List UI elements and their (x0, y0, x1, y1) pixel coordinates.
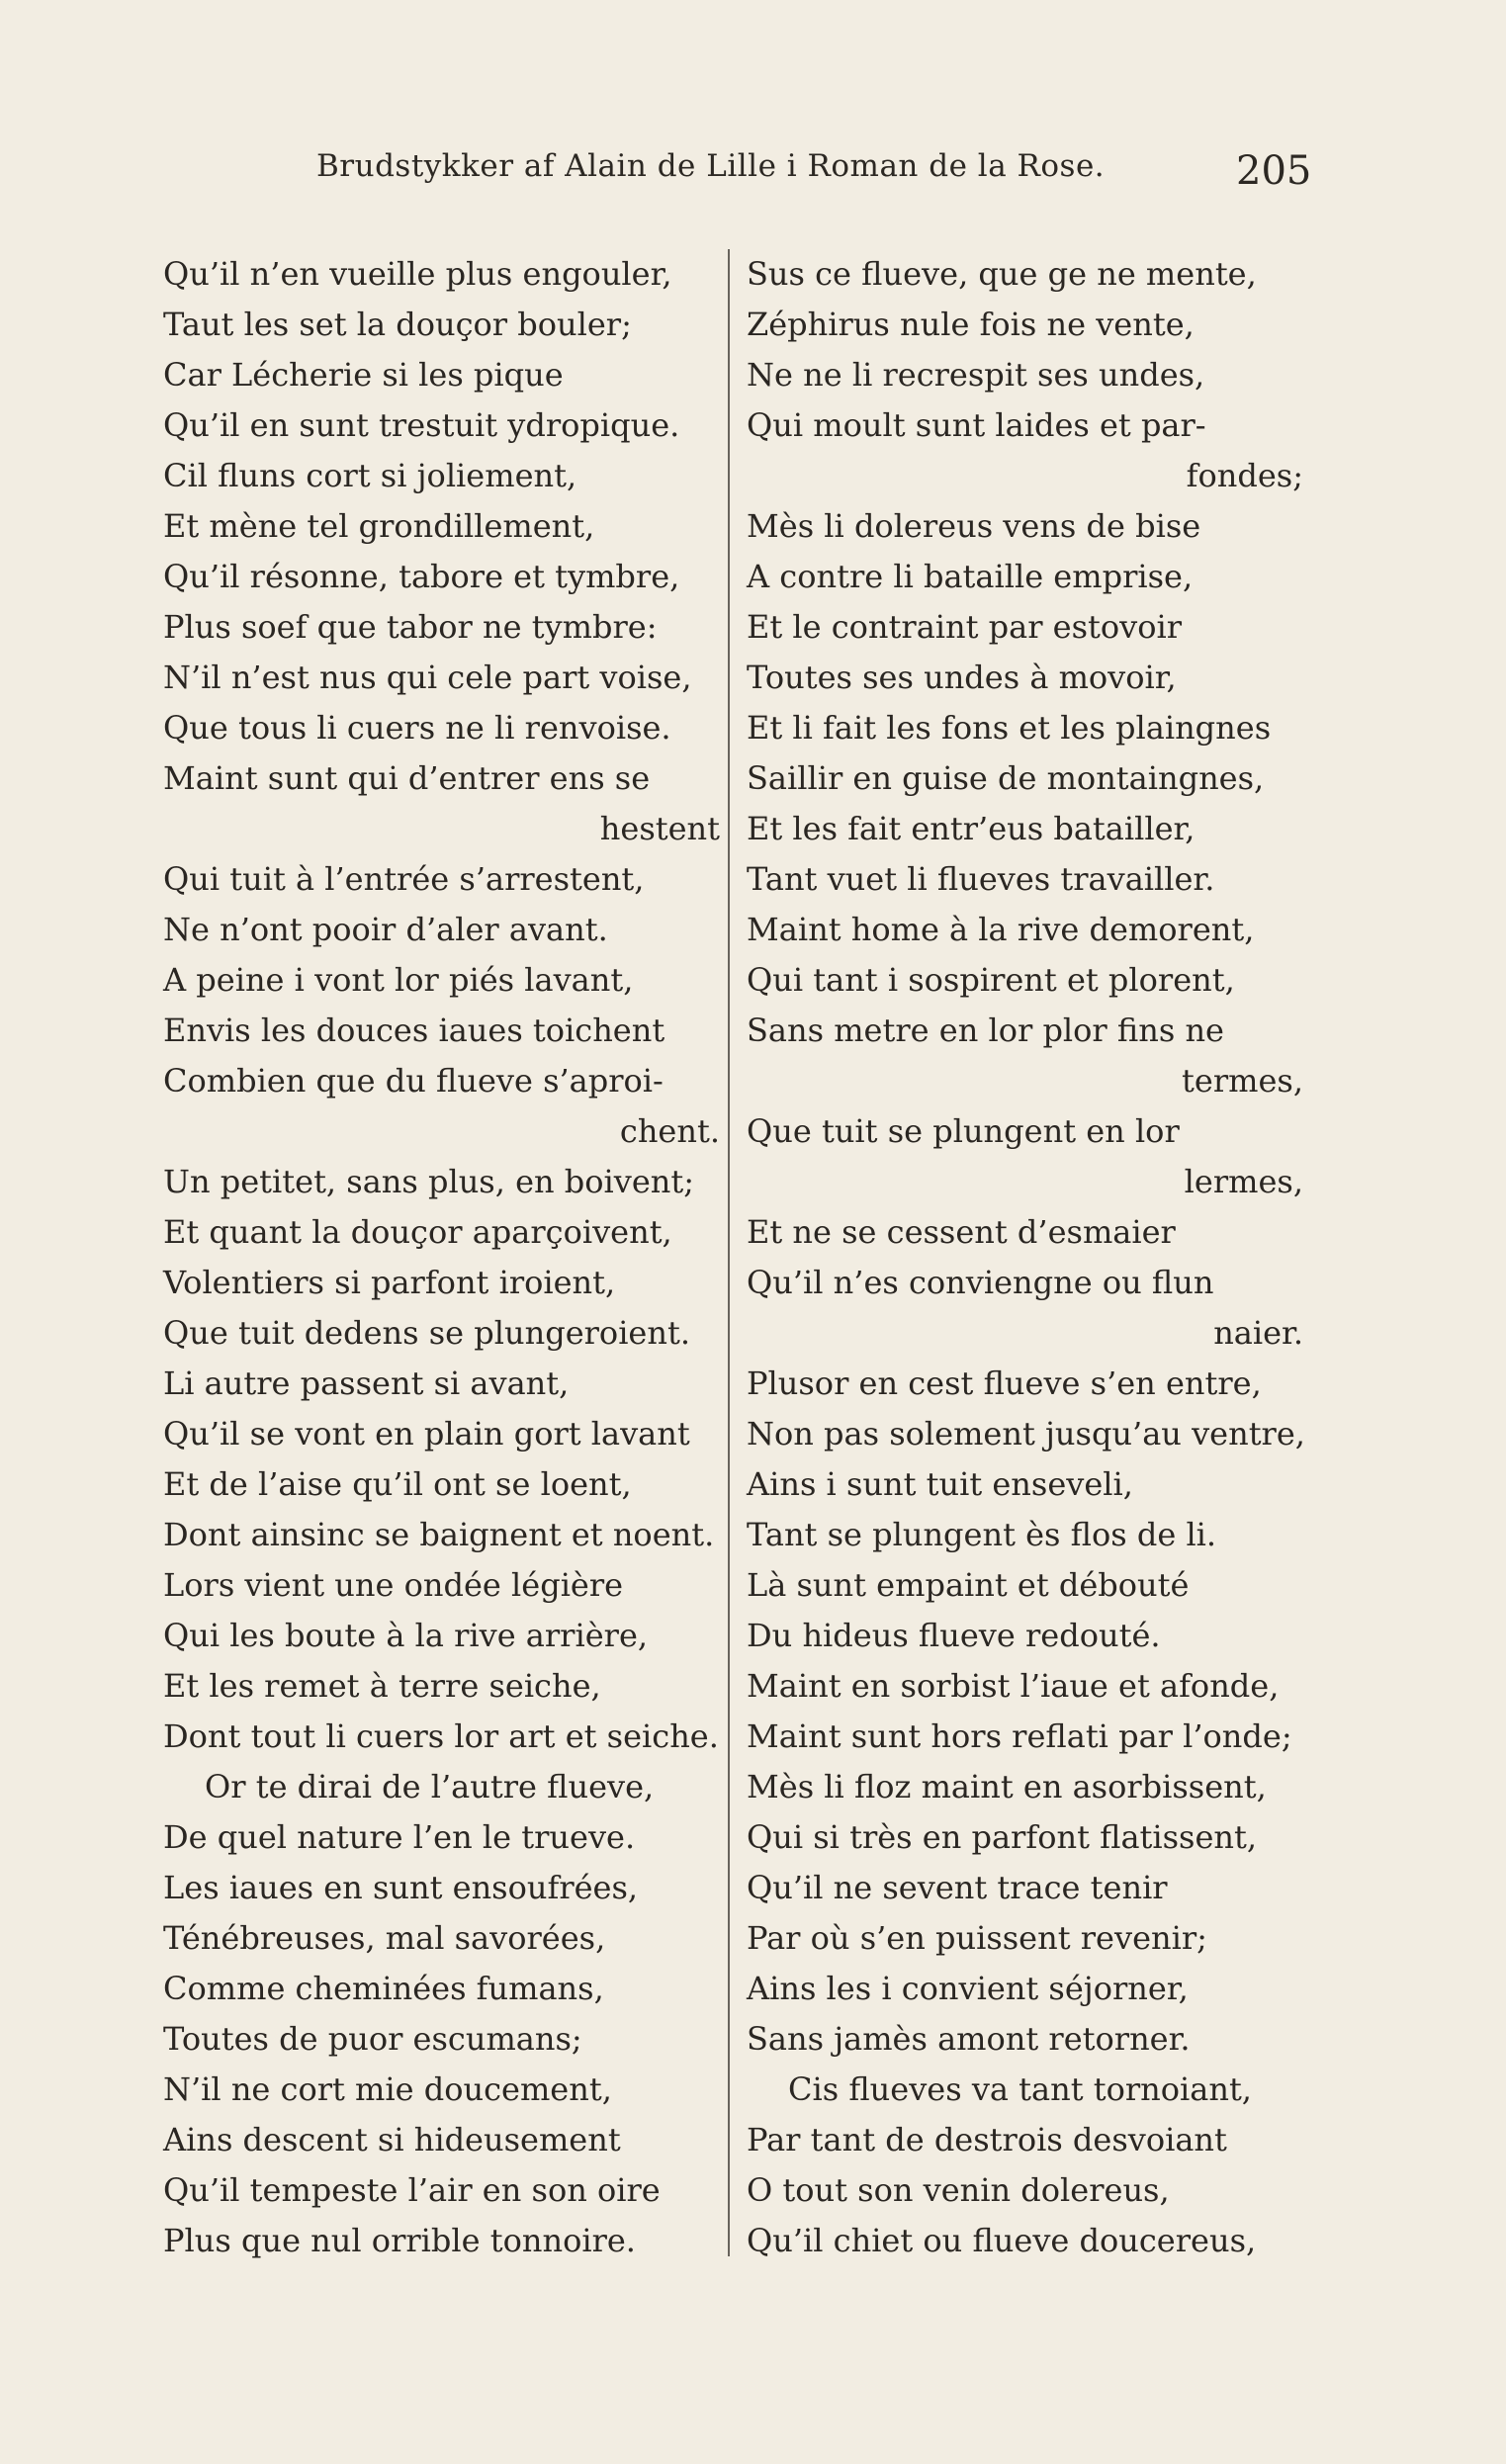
verse-line: Que tuit se plungent en lor (747, 1112, 1180, 1150)
verse-line: Tant se plungent ès flos de li. (747, 1516, 1217, 1553)
verse-runover: lermes, (1184, 1163, 1303, 1200)
left-verse-column (163, 249, 722, 2266)
verse-runover: chent. (619, 1112, 720, 1150)
verse-line: Tant vuet li flueves travailler. (747, 860, 1215, 898)
verse-line: Dont tout li cuers lor art et seiche. (163, 1717, 719, 1755)
verse-line: Un petitet, sans plus, en boivent; (163, 1163, 695, 1200)
verse-line: Par tant de destrois desvoiant (747, 2121, 1227, 2158)
verse-line: Car Lécherie si les pique (163, 356, 564, 394)
verse-line: N’il ne cort mie doucement, (163, 2070, 612, 2108)
verse-runover: termes, (1182, 1062, 1303, 1100)
verse-line: Non pas solement jusqu’au ventre, (747, 1415, 1305, 1452)
verse-line: Cil fluns cort si joliement, (163, 457, 577, 494)
verse-line: Et mène tel grondillement, (163, 507, 595, 545)
verse-line: Qu’il chiet ou flueve doucereus, (747, 2222, 1257, 2259)
column-divider (728, 249, 730, 2256)
verse-line: Et quant la douçor aparçoivent, (163, 1213, 672, 1251)
verse-line: Qu’il n’en vueille plus engouler, (163, 255, 672, 293)
verse-line: Plusor en cest flueve s’en entre, (747, 1364, 1262, 1402)
verse-line: Que tous li cuers ne li renvoise. (163, 709, 671, 747)
verse-line: A peine i vont lor piés lavant, (163, 961, 634, 999)
verse-line: Que tuit dedens se plungeroient. (163, 1314, 690, 1352)
verse-line: De quel nature l’en le trueve. (163, 1818, 636, 1856)
verse-line: A contre li bataille emprise, (747, 558, 1194, 595)
verse-line: Ains i sunt tuit enseveli, (747, 1465, 1133, 1503)
verse-line: Et le contraint par estovoir (747, 608, 1183, 646)
verse-line: Ne ne li recrespit ses undes, (747, 356, 1205, 394)
verse-line: Plus soef que tabor ne tymbre: (163, 608, 658, 646)
verse-line: Ténébreuses, mal savorées, (163, 1919, 606, 1957)
verse-line: Qu’il résonne, tabore et tymbre, (163, 558, 680, 595)
verse-line: Mès li dolereus vens de bise (747, 507, 1201, 545)
verse-line: Li autre passent si avant, (163, 1364, 570, 1402)
verse-line: Maint sunt qui d’entrer ens se (163, 759, 651, 797)
right-verse-column (747, 249, 1305, 2266)
verse-line: Sans metre en lor plor fins ne (747, 1012, 1224, 1049)
verse-line: Par où s’en puissent revenir; (747, 1919, 1207, 1957)
verse-line: Or te dirai de l’autre flueve, (205, 1768, 655, 1805)
verse-line: Qu’il n’es conviengne ou flun (747, 1264, 1214, 1301)
verse-line: Combien que du flueve s’aproi- (163, 1062, 664, 1100)
verse-line: Du hideus flueve redouté. (747, 1617, 1161, 1654)
verse-line: Taut les set la douçor bouler; (163, 306, 632, 343)
verse-line: Sus ce flueve, que ge ne mente, (747, 255, 1257, 293)
verse-line: Qui moult sunt laides et par- (747, 406, 1206, 444)
verse-line: Toutes ses undes à movoir, (747, 659, 1177, 696)
verse-line: Envis les douces iaues toichent (163, 1012, 665, 1049)
verse-line: Et de l’aise qu’il ont se loent, (163, 1465, 632, 1503)
verse-line: Et ne se cessent d’esmaier (747, 1213, 1176, 1251)
verse-runover: hestent (599, 810, 720, 847)
verse-line: Zéphirus nule fois ne vente, (747, 306, 1195, 343)
page-number: 205 (1236, 148, 1312, 194)
verse-line: Maint sunt hors reflati par l’onde; (747, 1717, 1292, 1755)
running-title: Brudstykker af Alain de Lille i Roman de la Rose. (316, 148, 1106, 184)
verse-line: Ains les i convient séjorner, (747, 1970, 1189, 2007)
verse-line: Saillir en guise de montaingnes, (747, 759, 1265, 797)
verse-line: Qu’il en sunt trestuit ydropique. (163, 406, 680, 444)
verse-line: Qui les boute à la rive arrière, (163, 1617, 649, 1654)
verse-line: Cis flueves va tant tornoiant, (788, 2070, 1252, 2108)
verse-runover: fondes; (1186, 457, 1303, 494)
verse-line: Ne n’ont pooir d’aler avant. (163, 911, 608, 948)
verse-line: Maint home à la rive demorent, (747, 911, 1255, 948)
verse-line: Mès li floz maint en asorbissent, (747, 1768, 1267, 1805)
verse-line: N’il n’est nus qui cele part voise, (163, 659, 692, 696)
verse-line: Et li fait les fons et les plaingnes (747, 709, 1272, 747)
verse-line: Dont ainsinc se baignent et noent. (163, 1516, 715, 1553)
verse-line: Qui tant i sospirent et plorent, (747, 961, 1235, 999)
verse-line: Et les remet à terre seiche, (163, 1667, 601, 1705)
verse-line: Comme cheminées fumans, (163, 1970, 604, 2007)
verse-line: Qu’il ne sevent trace tenir (747, 1869, 1168, 1906)
verse-line: Volentiers si parfont iroient, (163, 1264, 616, 1301)
verse-line: Là sunt empaint et débouté (747, 1566, 1190, 1604)
verse-line: Maint en sorbist l’iaue et afonde, (747, 1667, 1280, 1705)
verse-runover: naier. (1213, 1314, 1303, 1352)
verse-line: Les iaues en sunt ensoufrées, (163, 1869, 639, 1906)
verse-line: Toutes de puor escumans; (163, 2020, 582, 2058)
verse-line: Qu’il tempeste l’air en son oire (163, 2171, 661, 2209)
verse-line: Qui tuit à l’entrée s’arrestent, (163, 860, 645, 898)
verse-line: Qui si très en parfont flatissent, (747, 1818, 1258, 1856)
verse-line: Lors vient une ondée légière (163, 1566, 624, 1604)
verse-line: Plus que nul orrible tonnoire. (163, 2222, 636, 2259)
verse-line: O tout son venin dolereus, (747, 2171, 1170, 2209)
verse-line: Et les fait entr’eus batailler, (747, 810, 1196, 847)
verse-line: Sans jamès amont retorner. (747, 2020, 1191, 2058)
verse-line: Qu’il se vont en plain gort lavant (163, 1415, 690, 1452)
verse-line: Ains descent si hideusement (163, 2121, 621, 2158)
